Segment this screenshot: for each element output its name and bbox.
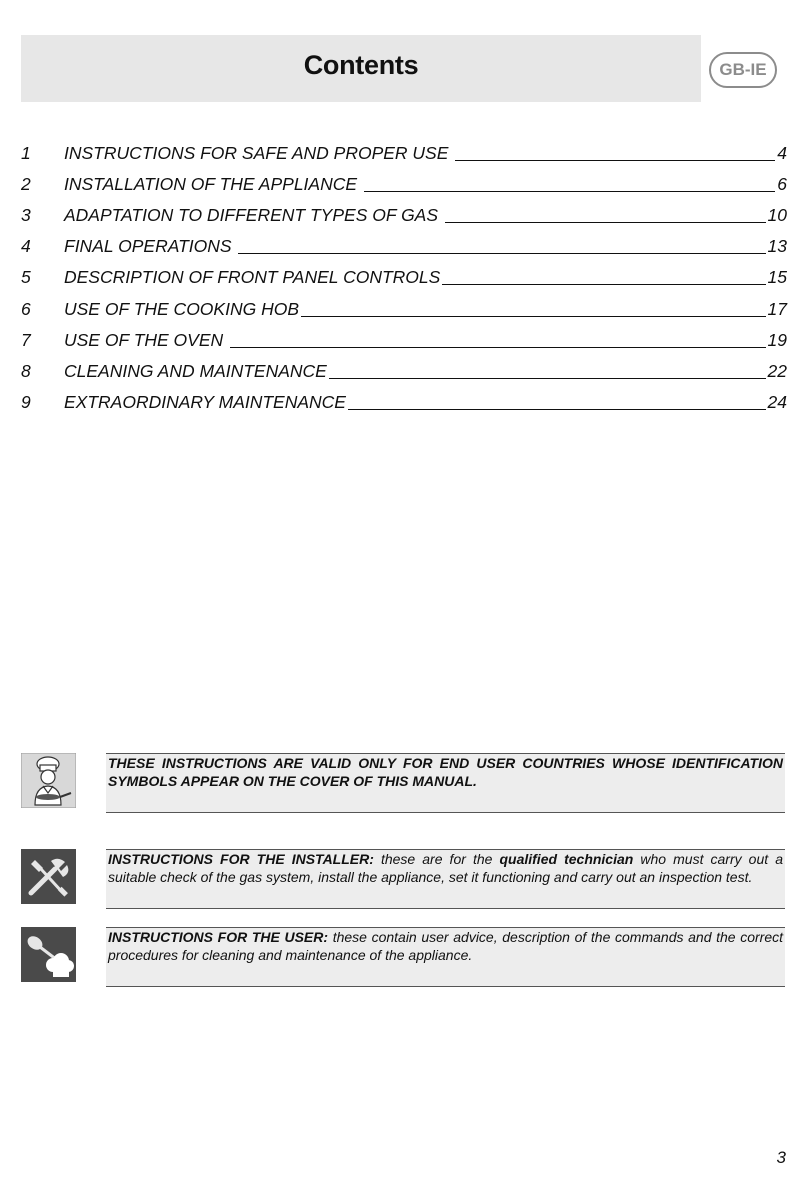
toc-entry (21, 320, 787, 351)
toc-entry-title: INSTRUCTIONS FOR SAFE AND PROPER USE (64, 143, 454, 164)
toc-entry (21, 226, 787, 257)
toc-entry-title: USE OF THE COOKING HOB (64, 298, 299, 319)
toc-entry-number: 7 (21, 329, 31, 350)
installer-notice-text: INSTRUCTIONS FOR THE INSTALLER: these are for the qualified technician who must carry out a suitable check of the gas system, install the appliance, set it functioning and carry out an inspection test. (106, 849, 785, 909)
toc-leader-line (442, 283, 765, 285)
toc-leader-line (348, 408, 766, 410)
toc-entry-number: 4 (21, 236, 31, 257)
toc-entry-page: 13 (767, 236, 787, 257)
toc-leader-line (301, 315, 766, 317)
toc-entry-title: ADAPTATION TO DIFFERENT TYPES OF GAS (64, 205, 443, 226)
toc-entry (21, 351, 787, 382)
toc-entry (21, 382, 787, 413)
toc-leader-line (329, 377, 766, 379)
toc-entry-title: CLEANING AND MAINTENANCE (64, 360, 327, 381)
toc-entry (21, 288, 787, 319)
spoon-chef-hat-icon (21, 927, 76, 982)
toc-entry-title: FINAL OPERATIONS (64, 236, 237, 257)
page-title: Contents (303, 50, 419, 80)
toc-entry-title: EXTRAORDINARY MAINTENANCE (64, 391, 346, 412)
toc-entry-page: 17 (767, 298, 787, 319)
toc-entry (21, 164, 787, 195)
toc-entry (21, 195, 787, 226)
toc-entry-number: 2 (21, 174, 31, 195)
toc-leader-line (455, 159, 775, 161)
toc-entry-page: 24 (767, 391, 787, 412)
toc-entry-page: 15 (767, 267, 787, 288)
toc-entry-page: 10 (767, 205, 787, 226)
toc-entry-page: 22 (767, 360, 787, 381)
user-notice-text: INSTRUCTIONS FOR THE USER: these contain user advice, description of the commands and the correct procedures for cleaning and maintenance of the appliance. (106, 927, 785, 987)
page-number: 3 (776, 1148, 786, 1167)
toc-entry-page: 6 (777, 174, 787, 195)
toc-entry (21, 133, 787, 164)
chef-icon (21, 753, 76, 808)
toc-entry-number: 6 (21, 298, 31, 319)
toc-leader-line (238, 252, 765, 254)
toc-leader-line (364, 190, 775, 192)
toc-entry-title: INSTALLATION OF THE APPLIANCE (64, 174, 362, 195)
toc-leader-line (230, 346, 766, 348)
toc-entry-page: 19 (767, 329, 787, 350)
table-of-contents (21, 133, 787, 413)
region-badge: GB-IE (709, 52, 777, 88)
toc-entry-number: 1 (21, 143, 31, 164)
toc-entry-title: DESCRIPTION OF FRONT PANEL CONTROLS (64, 267, 441, 288)
toc-entry (21, 257, 787, 288)
toc-leader-line (445, 221, 766, 223)
wrench-screwdriver-icon (21, 849, 76, 904)
toc-entry-number: 5 (21, 267, 31, 288)
toc-entry-title: USE OF THE OVEN (64, 329, 229, 350)
toc-entry-number: 9 (21, 391, 31, 412)
toc-entry-page: 4 (777, 143, 787, 164)
toc-entry-number: 3 (21, 205, 31, 226)
validity-notice-text: THESE INSTRUCTIONS ARE VALID ONLY FOR END USER COUNTRIES WHOSE IDENTIFICATION SYMBOLS APPEAR ON THE COVER OF THIS MANUAL. (106, 753, 785, 813)
toc-entry-number: 8 (21, 360, 31, 381)
